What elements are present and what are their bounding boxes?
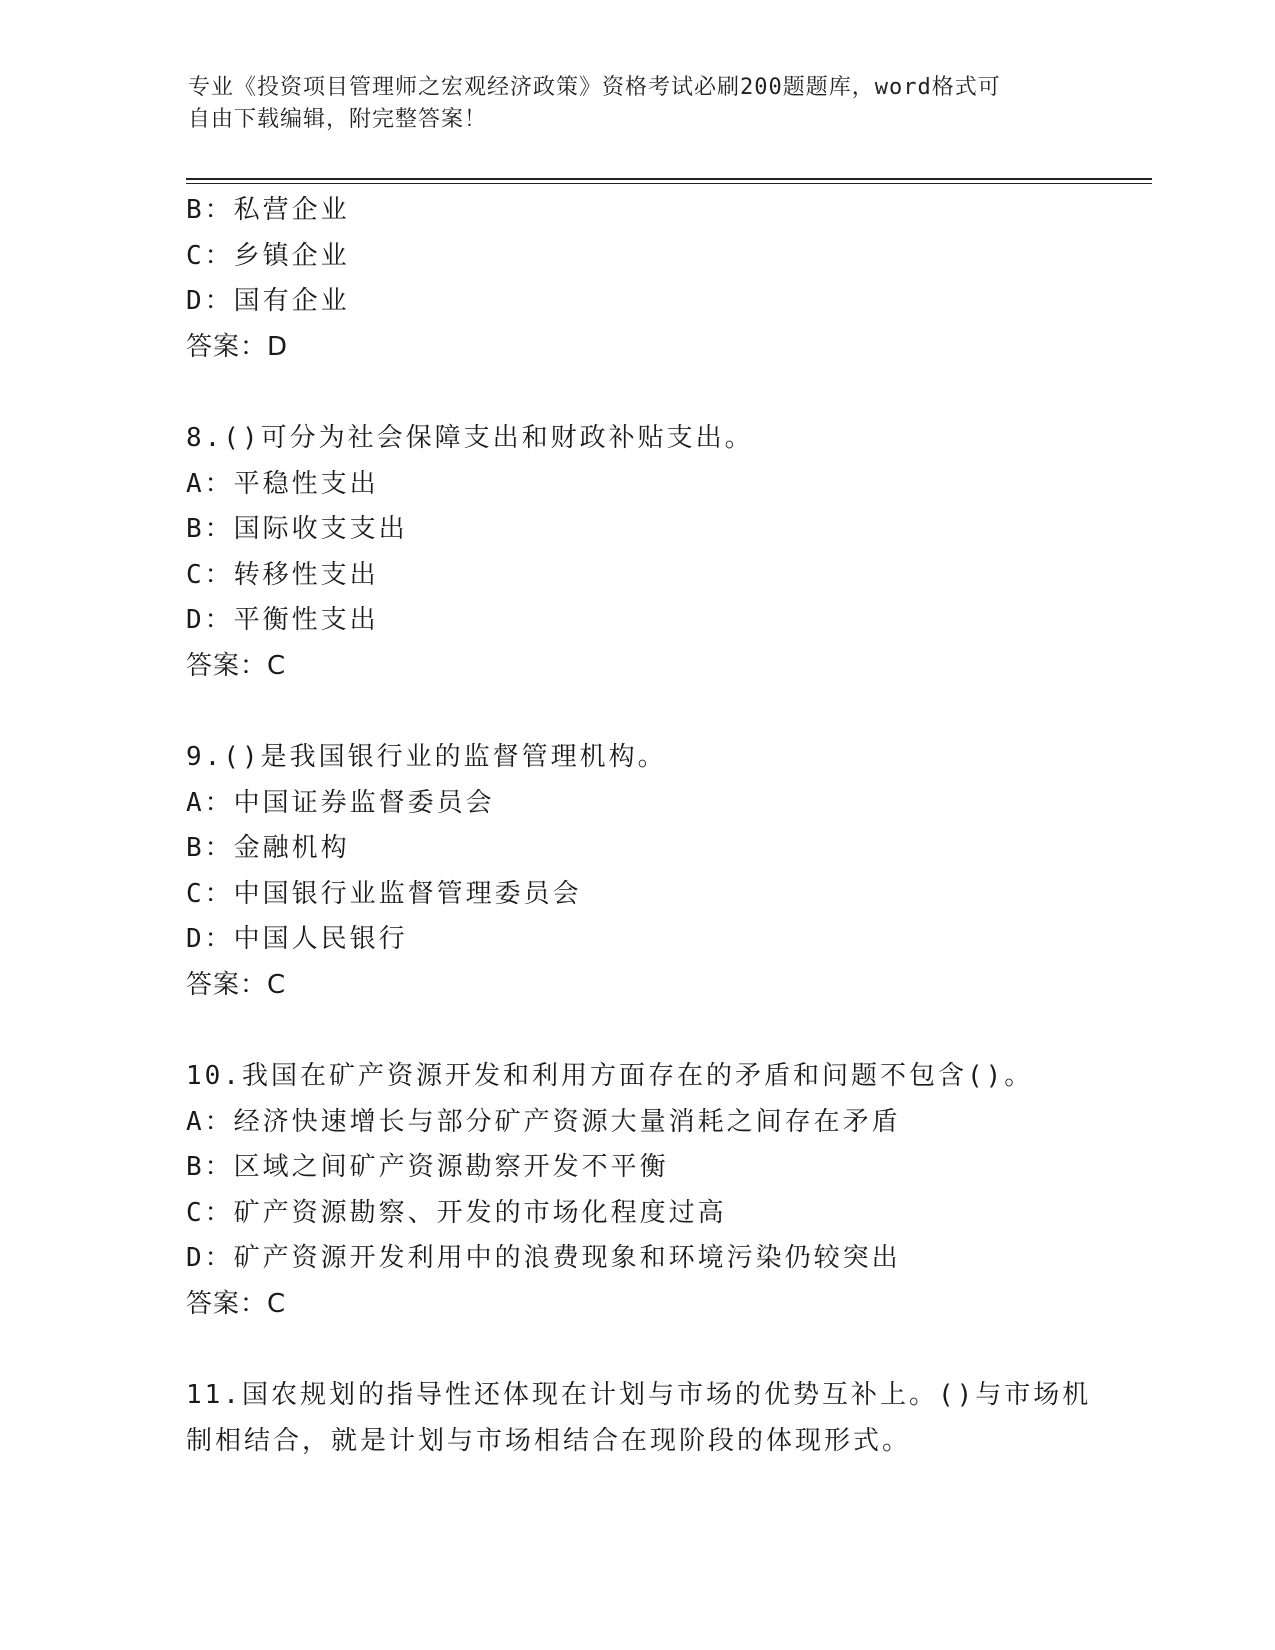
spacer xyxy=(186,689,1146,735)
option-b: B：区域之间矿产资源勘察开发不平衡 xyxy=(186,1152,669,1182)
header-divider xyxy=(186,178,1152,184)
question-block-10 xyxy=(186,1054,1146,1327)
question-text: 10.我国在矿产资源开发和利用方面存在的矛盾和问题不包含()。 xyxy=(186,1061,1034,1091)
spacer xyxy=(186,1327,1146,1373)
option-a: A：经济快速增长与部分矿产资源大量消耗之间存在矛盾 xyxy=(186,1106,901,1137)
question-list xyxy=(186,188,1146,1464)
option-c: C：乡镇企业 xyxy=(186,240,350,271)
question-block-9 xyxy=(186,735,1146,1008)
option-d: D：矿产资源开发利用中的浪费现象和环境污染仍较突出 xyxy=(186,1243,901,1273)
option-c: C：矿产资源勘察、开发的市场化程度过高 xyxy=(186,1197,727,1228)
answer-line: 答案：D xyxy=(186,331,289,362)
answer-line: 答案：C xyxy=(186,650,287,681)
header-title-line-2: 自由下载编辑，附完整答案！ xyxy=(188,107,488,132)
option-d: D：中国人民银行 xyxy=(186,924,408,954)
question-text-line-1: 11.国农规划的指导性还体现在计划与市场的优势互补上。()与市场机 xyxy=(186,1380,1092,1410)
question-text: 8.()可分为社会保障支出和财政补贴支出。 xyxy=(186,423,754,453)
option-b: B：国际收支支出 xyxy=(186,514,408,544)
question-text-line-2: 制相结合，就是计划与市场相结合在现阶段的体现形式。 xyxy=(186,1425,912,1456)
answer-line: 答案：C xyxy=(186,1288,287,1319)
spacer xyxy=(186,1008,1146,1054)
option-b: B：金融机构 xyxy=(186,833,350,863)
option-a: A：中国证券监督委员会 xyxy=(186,787,495,818)
question-block-11 xyxy=(186,1373,1146,1464)
document-header xyxy=(188,72,1088,136)
question-block-7 xyxy=(186,188,1146,370)
spacer xyxy=(186,370,1146,416)
question-text: 9.()是我国银行业的监督管理机构。 xyxy=(186,742,667,772)
option-c: C：转移性支出 xyxy=(186,559,379,590)
answer-line: 答案：C xyxy=(186,969,287,1000)
option-d: D：平衡性支出 xyxy=(186,605,379,635)
option-a: A：平稳性支出 xyxy=(186,468,379,499)
option-d: D：国有企业 xyxy=(186,286,350,316)
question-block-8 xyxy=(186,416,1146,689)
option-b: B：私营企业 xyxy=(186,195,350,225)
option-c: C：中国银行业监督管理委员会 xyxy=(186,878,582,909)
header-title-line-1: 专业《投资项目管理师之宏观经济政策》资格考试必刷200题题库，word格式可 xyxy=(188,75,1001,100)
